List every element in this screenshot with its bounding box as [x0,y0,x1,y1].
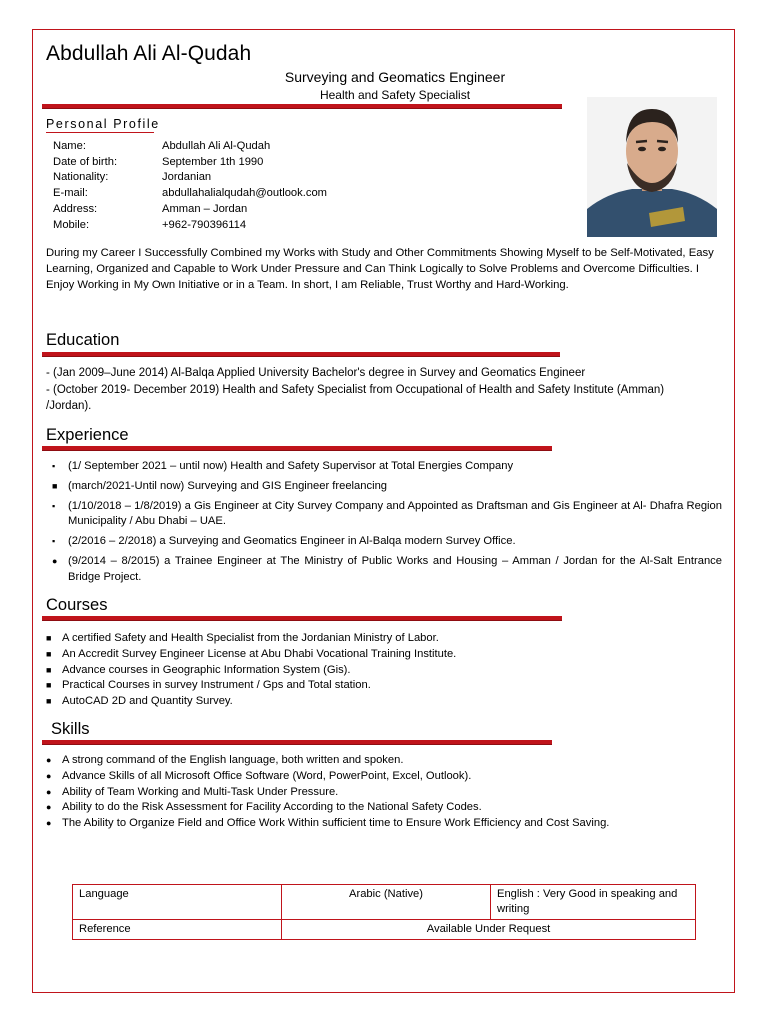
skills-heading: Skills [51,720,90,738]
reference-value-cell: Available Under Request [282,920,696,940]
list-item [40,769,720,785]
list-item [40,694,720,710]
experience-list [46,459,722,590]
dot-bullet-icon: ● [46,755,52,765]
personal-profile-heading: Personal Profile [46,117,160,131]
info-label: Nationality: [53,171,109,184]
skills-divider [42,740,552,745]
experience-divider [42,446,552,451]
info-label: Name: [53,140,86,152]
list-item [46,534,722,550]
course-text: An Accredit Survey Engineer License at Abu Dhabi Vocational Training Institute. [62,647,457,660]
square-bullet-icon: ■ [46,633,52,643]
table-row-reference [73,920,696,940]
table-row-language [73,885,696,920]
skill-text: Advance Skills of all Microsoft Office Software (Word, PowerPoint, Excel, Outlook). [62,769,472,782]
info-label: Date of birth: [53,155,118,168]
list-item [46,499,722,531]
job-title-secondary: Health and Safety Specialist [319,88,471,102]
skill-text: Ability of Team Working and Multi-Task Under Pressure. [62,785,339,798]
experience-text: (1/ September 2021 – until now) Health and Safety Supervisor at Total Energies Company [68,460,514,472]
list-item [40,800,720,816]
education-heading: Education [46,331,120,349]
list-item [40,753,720,769]
language-label-cell: Language [73,885,282,920]
dot-bullet-icon: ● [46,802,52,813]
courses-divider [42,616,562,621]
list-item [46,554,722,586]
list-item [40,647,720,663]
info-value: Amman – Jordan [162,202,248,215]
candidate-name: Abdullah Ali Al-Qudah [46,42,252,65]
skill-text: Ability to do the Risk Assessment for Facility According to the National Safety Codes. [62,801,482,814]
bullet-icon: ■ [52,480,58,491]
courses-list [40,631,720,710]
square-bullet-icon: ■ [46,680,52,691]
info-row-mobile [53,218,327,234]
skill-text: The Ability to Organize Field and Office Work Within sufficient time to Ensure Work Efficiency and Cost Saving. [62,817,610,830]
experience-text: (1/10/2018 – 1/8/2019) a Gis Engineer at City Survey Company and Appointed as Draftsman and Gis Engineer at Al- Dhafra Region Municipality / Abu Dhabi – UAE. [68,499,722,528]
list-item [40,663,720,679]
skills-list [40,753,720,832]
dot-bullet-icon: ● [46,818,52,829]
skill-text: A strong command of the English language, both written and spoken. [62,754,404,766]
profile-summary: During my Career I Successfully Combined my Works with Study and Other Commitments Showing Myself to be Self-Motivated, Easy Learning, Organized and Capable to Work Under Pressure and Can Think Logically to Solve Problems and Overcome Difficulties. I Enjoy Working in My Own Initiative or in a Team. In short, I am Reliable, Trust Worthy and Hard-Working. [46,247,714,292]
info-label: Mobile: [53,218,90,231]
bullet-icon: ▪ [52,536,56,547]
header-divider [42,104,562,109]
education-divider [42,352,560,357]
experience-heading: Experience [46,426,129,444]
square-bullet-icon: ■ [46,696,52,707]
courses-heading: Courses [46,596,108,614]
language-reference-table [72,884,696,940]
square-bullet-icon: ■ [46,664,52,675]
info-row-address [53,202,327,218]
info-value: September 1th 1990 [162,155,264,168]
bullet-icon: ▪ [52,500,56,511]
personal-profile-underline [46,132,154,133]
profile-photo [587,97,717,237]
list-item [40,678,720,694]
experience-text: (9/2014 – 8/2015) a Trainee Engineer at The Ministry of Public Works and Housing – Amman / Jordan for the Al-Salt Entrance Bridge Project. [68,554,722,583]
experience-text: (2/2016 – 2/2018) a Surveying and Geomatics Engineer in Al-Balqa modern Survey Office. [68,535,516,548]
list-item [46,479,722,495]
language-native-cell: Arabic (Native) [282,885,491,920]
list-item [40,631,720,647]
experience-text: (march/2021-Until now) Surveying and GIS Engineer freelancing [68,479,388,492]
list-item [46,459,722,475]
info-value: Jordanian [162,171,212,184]
info-value: abdullahalialqudah@outlook.com [162,187,327,200]
bullet-icon: ● [52,555,58,566]
info-label: Address: [53,202,98,215]
profile-photo-illustration [587,97,717,237]
info-row-nationality [53,170,327,186]
personal-info-list [53,139,327,233]
job-title-primary: Surveying and Geomatics Engineer [284,69,506,85]
course-text: AutoCAD 2D and Quantity Survey. [62,695,233,708]
reference-label-cell: Reference [73,920,282,940]
education-item: - (Jan 2009–June 2014) Al-Balqa Applied University Bachelor's degree in Survey and Geomatics Engineer [46,367,586,379]
info-label: E-mail: [53,187,88,200]
list-item [40,785,720,801]
education-item: - (October 2019- December 2019) Health and Safety Specialist from Occupational of Health and Safety Institute (Amman) /Jordan). [46,383,665,412]
list-item [40,816,720,832]
dot-bullet-icon: ● [46,770,52,781]
info-row-name [53,139,327,155]
bullet-icon: ▪ [52,461,56,471]
course-text: Practical Courses in survey Instrument / Gps and Total station. [62,679,371,692]
info-value: +962-790396114 [162,218,247,231]
square-bullet-icon: ■ [46,648,52,659]
dot-bullet-icon: ● [46,786,52,797]
info-value: Abdullah Ali Al-Qudah [162,140,271,152]
info-row-email [53,186,327,202]
info-row-birth [53,155,327,171]
course-text: A certified Safety and Health Specialist from the Jordanian Ministry of Labor. [62,632,439,644]
language-english-cell: English : Very Good in speaking and writing [491,885,696,920]
course-text: Advance courses in Geographic Information System (Gis). [62,663,351,676]
education-list [46,365,706,415]
